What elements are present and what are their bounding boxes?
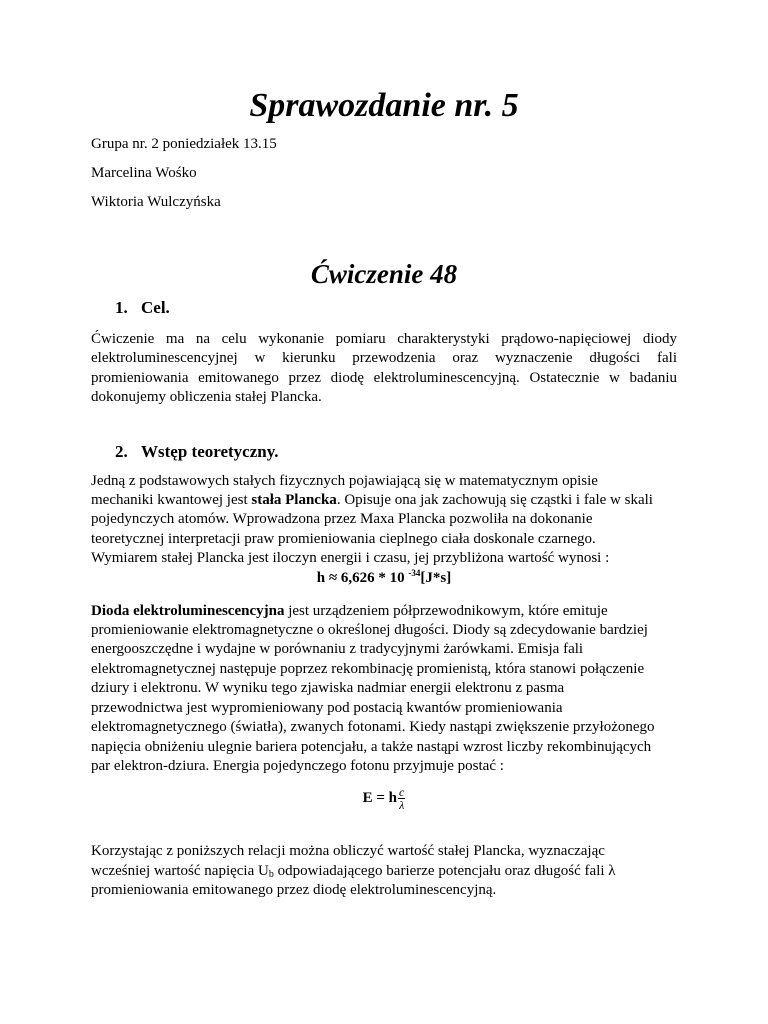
section-heading-text: Wstęp teoretyczny. (141, 441, 279, 461)
text-line: Wymiarem stałej Plancka jest iloczyn energii i czasu, jej przybliżona wartość wynosi : (91, 550, 610, 567)
section-heading-goal (91, 297, 677, 319)
text-line: promieniowania emitowanego przez diodę elektroluminescencyjną. (91, 882, 497, 899)
section-number: 1. (115, 298, 128, 317)
section-heading-text: Cel. (141, 298, 170, 317)
text-line: przewodnictwa jest wypromieniowany pod postacią kwantów promieniowania (91, 699, 563, 716)
text-line: promieniowanie elektromagnetyczne o określonej długości. Diody są zdecydowanie bardziej (91, 622, 648, 639)
bold-term: stała Plancka (251, 492, 337, 509)
text-line: Dioda elektroluminescencyjna jest urządzeniem półprzewodnikowym, które emituje (91, 602, 608, 619)
fraction-denominator: λ (399, 797, 405, 812)
text-line: elektromagnetycznej następuje poprzez rekombinację promienistą, która stanowi połączenie (91, 660, 645, 677)
group-info: Grupa nr. 2 poniedziałek 13.15 (91, 136, 277, 152)
theory-paragraph-2 (91, 602, 677, 777)
exponent: -34 (408, 567, 421, 578)
text-line: mechaniki kwantowej jest stała Plancka. Opisuje ona jak zachowują się cząstki i fale w skali (91, 492, 653, 509)
goal-paragraph: Ćwiczenie ma na celu wykonanie pomiaru charakterystyki prądowo-napięciowej diody elektroluminescencyjnej w kierunku przewodzenia oraz wyznaczenie długości fali promieniowania emitowanego przez diodę elektroluminescencyjną. Ostatecznie w badaniu dokonujemy obliczenia stałej Plancka. (91, 331, 677, 406)
text-line: pojedynczych atomów. Wprowadzona przez Maxa Plancka pozwoliła na dokonanie (91, 511, 593, 528)
text-line: wcześniej wartość napięcia $U_b$ odpowiadającego barierze potencjału oraz długość fali λ (91, 862, 616, 880)
author-1: Marcelina Wośko (91, 165, 197, 181)
text-line: dziury i elektronu. W wyniku tego zjawiska nadmiar energii elektronu z pasma (91, 680, 565, 697)
bold-term: Dioda elektroluminescencyjna (91, 602, 285, 619)
exercise-title: Ćwiczenie 48 (310, 259, 458, 289)
text-line: elektromagnetycznego (światła), zwanych fotonami. Kiedy nastąpi zwiększenie przyłożonego (91, 719, 655, 736)
document-page (91, 0, 677, 901)
section-heading-theory (91, 441, 677, 463)
text-line: par elektron-dziura. Energia pojedynczego fotonu przyjmuje postać : (91, 757, 504, 774)
fraction (398, 786, 405, 811)
subscript: b (268, 868, 274, 880)
planck-constant-formula: h ≈ 6,626 * 10 $^{-34}$[J*s] (316, 567, 452, 586)
report-title: Sprawozdanie nr. 5 (249, 87, 519, 124)
text-line: Jedną z podstawowych stałych fizycznych pojawiającą się w matematycznym opisie (91, 472, 598, 489)
text-line: teoretycznej interpretacji praw promieniowania cieplnego ciała doskonale czarnego. (91, 530, 596, 547)
section-number: 2. (115, 441, 128, 461)
theory-paragraph-3 (91, 842, 677, 900)
fraction-numerator: c (399, 784, 405, 799)
author-2: Wiktoria Wulczyńska (91, 194, 221, 210)
text-line: napięcia obniżeniu ulegnie bariera potencjału, a także nastąpi wzrost liczby rekombinujących (91, 738, 652, 755)
theory-paragraph-1 (91, 472, 677, 569)
text-line: energooszczędne i wydajne w porównaniu z tradycyjnymi żarówkami. Emisja fali (91, 641, 584, 658)
photon-energy-formula: E = h $\frac{c}{\lambda}$ (362, 784, 405, 812)
text-line: Korzystając z poniższych relacji można obliczyć wartość stałej Plancka, wyznaczając (91, 843, 605, 860)
